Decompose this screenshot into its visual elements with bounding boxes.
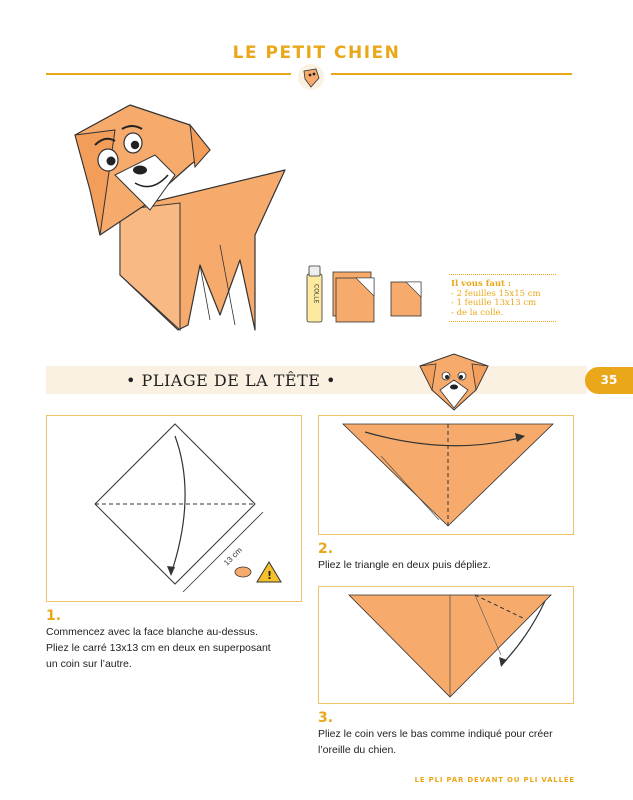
step-2-line: Pliez le triangle en deux puis dépliez. [318, 559, 491, 571]
step-2-text [318, 557, 578, 573]
step-2-figure [318, 415, 574, 535]
step-3-line: Pliez le coin vers le bas comme indiqué pour créer [318, 728, 553, 740]
page-number: 35 [585, 367, 633, 394]
warning-icon: ! [267, 569, 273, 582]
step-1-line: Commencez avec la face blanche au-dessus. [46, 626, 258, 638]
section-title: • PLIAGE DE LA TÊTE • [126, 371, 336, 390]
title-rule-right [331, 73, 572, 75]
step-1-number: 1. [46, 608, 62, 624]
footer-text: LE PLI PAR DEVANT OU PLI VALLÉE [414, 776, 575, 784]
dog-head-icon [414, 350, 494, 414]
materials-item: - 1 feuille 13x13 cm [451, 298, 537, 308]
step-1-figure [46, 415, 302, 602]
title-rule-left [46, 73, 291, 75]
materials-item: - 2 feuilles 15x15 cm [451, 288, 541, 299]
step-1-text [46, 624, 306, 672]
page-title: LE PETIT CHIEN [232, 43, 401, 63]
step-1-diagram [47, 416, 301, 601]
step-3-line: l’oreille du chien. [318, 744, 397, 756]
materials-illustration [303, 262, 423, 328]
step-3-diagram [319, 587, 573, 703]
step-3-figure [318, 586, 574, 704]
materials-divider-top [449, 274, 556, 275]
step-2-number: 2. [318, 541, 334, 557]
hand-icon [235, 567, 251, 577]
step-3-text [318, 726, 578, 758]
materials-divider-bottom [449, 321, 556, 322]
dog-badge-icon [296, 62, 326, 92]
dog-illustration [60, 95, 300, 335]
step-1-line: un coin sur l’autre. [46, 658, 132, 670]
materials-item: - de la colle. [451, 307, 504, 318]
step-2-diagram [319, 416, 573, 534]
materials-list [451, 280, 571, 318]
step-1-line: Pliez le carré 13x13 cm en deux en superposant [46, 642, 271, 654]
dimension-label: 13 cm [222, 545, 244, 568]
glue-label: COLLE [312, 284, 320, 304]
materials-heading: Il vous faut : [451, 279, 512, 289]
step-3-number: 3. [318, 710, 334, 726]
